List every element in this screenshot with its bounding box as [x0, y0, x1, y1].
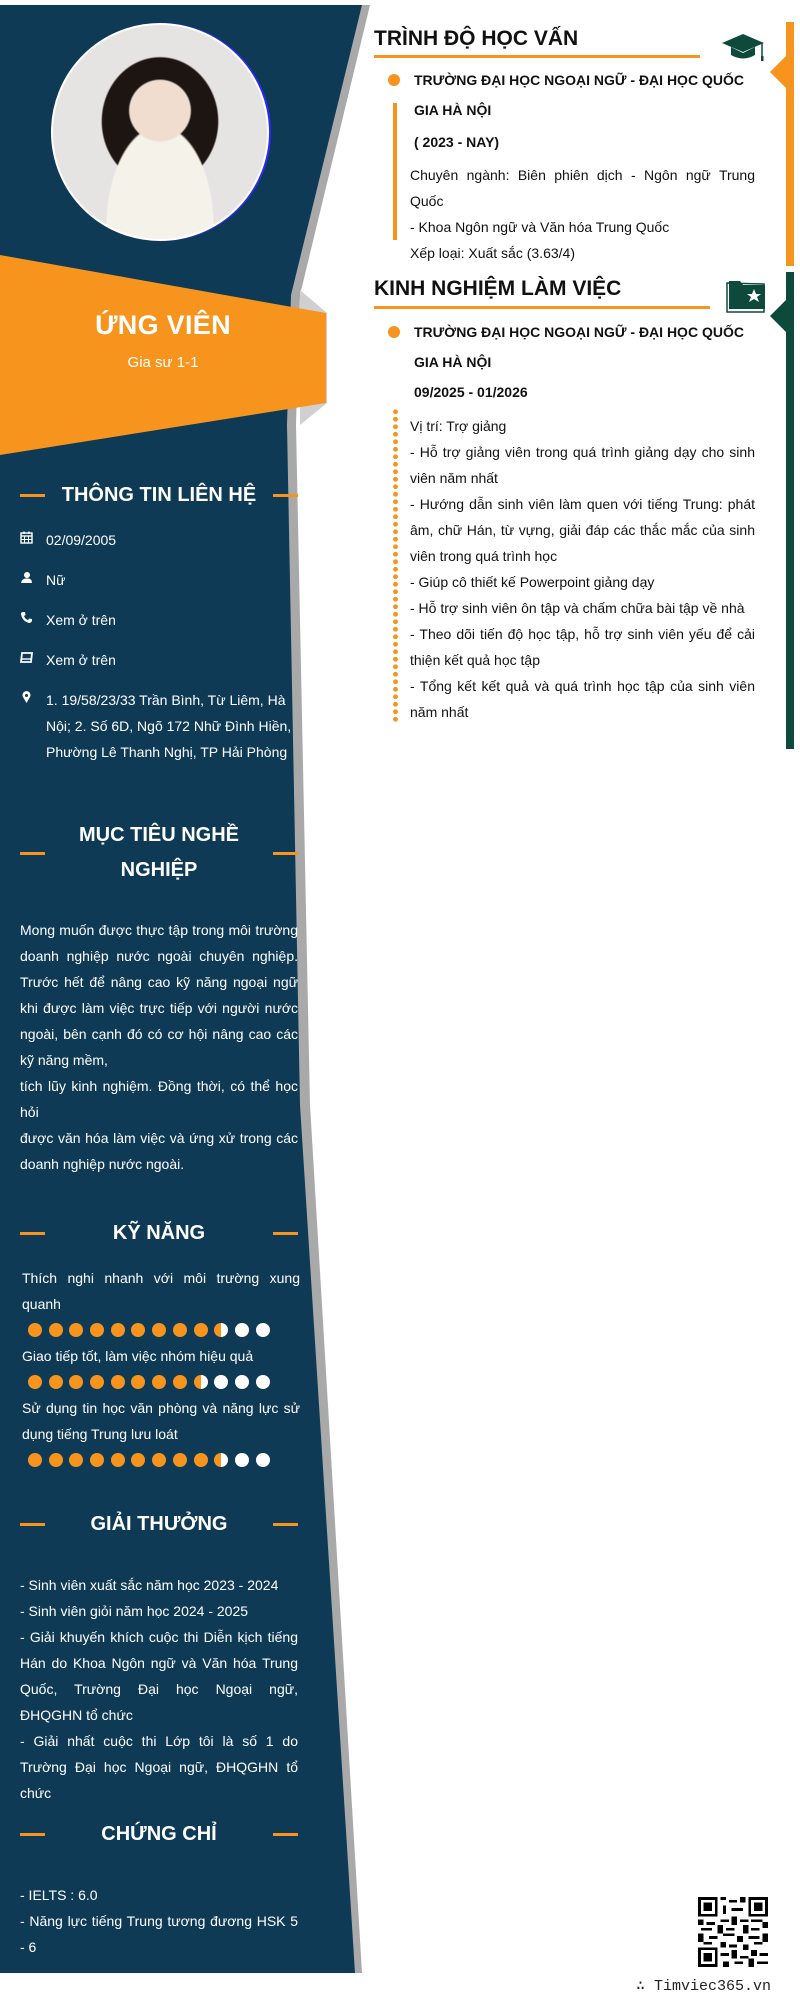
rating-dot-empty: [214, 1375, 228, 1389]
rating-dot-half: [194, 1375, 208, 1389]
award-line: - Giải nhất cuộc thi Lớp tôi là số 1 do Trường Đại học Ngoại ngữ, ĐHQGHN tổ chức: [20, 1733, 298, 1801]
experience-detail-line: - Theo dõi tiến độ học tập, hỗ trợ sinh viên yếu để cải thiện kết quả học tập: [410, 626, 755, 668]
award-line: - Giải khuyến khích cuộc thi Diễn kịch tiếng Hán do Khoa Ngôn ngữ và Văn hóa Trung Quốc, Trường Đại học Ngoại ngữ, ĐHQGHN tổ chức: [20, 1629, 298, 1723]
brand-watermark: ∴ Timviec365.vn: [636, 1978, 772, 1995]
education-detail-line: Chuyên ngành: Biên phiên dịch - Ngôn ngữ Trung Quốc: [410, 167, 755, 209]
experience-accent-arrow: [770, 300, 786, 332]
rating-dot-full: [111, 1323, 125, 1337]
rating-dot-full: [49, 1453, 63, 1467]
rating-dot-full: [90, 1323, 104, 1337]
skill-name: Giao tiếp tốt, làm việc nhóm hiệu quả: [22, 1348, 254, 1364]
rating-dot-half: [214, 1453, 228, 1467]
experience-detail-line: - Tổng kết kết quả và quá trình học tập của sinh viên năm nhất: [410, 678, 755, 720]
address-value: 1. 19/58/23/33 Trần Bình, Từ Liêm, Hà Nội; 2. Số 6D, Ngõ 172 Nhữ Đình Hiền, Phường Lê Thanh Nghị, TP Hải Phòng: [46, 692, 292, 760]
rating-dot-full: [69, 1453, 83, 1467]
rating-dot-full: [69, 1375, 83, 1389]
skill-item: [22, 1265, 300, 1337]
birthdate-value: 02/09/2005: [46, 532, 117, 548]
rating-dot-full: [173, 1453, 187, 1467]
rating-dot-full: [28, 1323, 42, 1337]
education-underline: [374, 55, 700, 58]
rating-dot-full: [111, 1453, 125, 1467]
experience-details: [410, 413, 755, 725]
rating-dot-empty: [235, 1323, 249, 1337]
certificates-text: [20, 1882, 298, 1960]
rating-dot-empty: [235, 1375, 249, 1389]
email-value: Xem ở trên: [46, 652, 116, 668]
contact-address: [20, 687, 300, 765]
title-dash-right: [273, 1833, 298, 1836]
contact-gender: [20, 567, 300, 593]
rating-dot-full: [173, 1323, 187, 1337]
rating-dot-full: [28, 1375, 42, 1389]
education-details: [410, 162, 755, 266]
skills-section-title: [20, 1216, 298, 1251]
experience-title: KINH NGHIỆM LÀM VIỆC: [374, 277, 622, 300]
education-detail-line: Xếp loại: Xuất sắc (3.63/4): [410, 245, 575, 261]
award-line: - Sinh viên giỏi năm học 2024 - 2025: [20, 1603, 249, 1619]
qr-code: [698, 1897, 768, 1967]
objective-line: được văn hóa làm việc và ứng xử trong các doanh nghiệp nước ngoài.: [20, 1130, 298, 1172]
skill-name: Sử dụng tin học văn phòng và năng lực sử dụng tiếng Trung lưu loát: [22, 1400, 300, 1442]
skill-name: Thích nghi nhanh với môi trường xung quanh: [22, 1270, 300, 1312]
education-accent-bar: [786, 22, 794, 266]
education-bullet: [388, 74, 400, 86]
rating-dot-half: [214, 1323, 228, 1337]
experience-detail-line: Vị trí: Trợ giảng: [410, 418, 507, 434]
rating-dot-full: [152, 1323, 166, 1337]
gender-value: Nữ: [46, 572, 66, 588]
rating-dot-empty: [256, 1375, 270, 1389]
title-dash-left: [20, 852, 45, 855]
objective-section-title: [20, 818, 298, 888]
experience-timeline-dots: [393, 408, 398, 724]
rating-dot-full: [131, 1375, 145, 1389]
education-period: ( 2023 - NAY): [414, 134, 500, 150]
contact-section-title: [20, 478, 298, 513]
skill-item: [22, 1395, 300, 1467]
experience-accent-bar: [786, 272, 794, 749]
title-dash-left: [20, 494, 45, 497]
experience-period: 09/2025 - 01/2026: [414, 384, 528, 400]
rating-dot-full: [90, 1375, 104, 1389]
rating-dot-full: [69, 1323, 83, 1337]
candidate-name: ỨNG VIÊN: [95, 310, 231, 340]
skill-rating: [22, 1453, 300, 1467]
certificate-line: - Năng lực tiếng Trung tương đương HSK 5 - 6: [20, 1913, 298, 1955]
job-title: Gia sư 1-1: [127, 354, 199, 371]
phone-value: Xem ở trên: [46, 612, 116, 628]
rating-dot-full: [173, 1375, 187, 1389]
title-dash-left: [20, 1833, 45, 1836]
awards-section-title: [20, 1507, 298, 1542]
education-timeline-line: [393, 103, 397, 240]
calendar-icon: [20, 527, 46, 553]
contact-phone: [20, 607, 300, 633]
experience-bullet: [388, 326, 400, 338]
folder-star-icon: [726, 279, 766, 318]
rating-dot-empty: [256, 1453, 270, 1467]
education-title: TRÌNH ĐỘ HỌC VẤN: [374, 27, 579, 50]
avatar: [51, 23, 269, 241]
experience-company: TRƯỜNG ĐẠI HỌC NGOẠI NGỮ - ĐẠI HỌC QUỐC GIA HÀ NỘI: [414, 324, 744, 370]
contact-list: [20, 527, 300, 779]
awards-title-text: GIẢI THƯỞNG: [90, 1513, 228, 1535]
experience-detail-line: - Giúp cô thiết kế Powerpoint giảng dạy: [410, 574, 655, 590]
title-dash-left: [20, 1232, 45, 1235]
rating-dot-full: [28, 1453, 42, 1467]
rating-dot-full: [49, 1323, 63, 1337]
objective-text: [20, 917, 298, 1177]
certificate-line: - IELTS : 6.0: [20, 1887, 98, 1903]
skills-title-text: KỸ NĂNG: [112, 1222, 206, 1244]
education-detail-line: - Khoa Ngôn ngữ và Văn hóa Trung Quốc: [410, 219, 670, 235]
award-line: - Sinh viên xuất sắc năm học 2023 - 2024: [20, 1577, 279, 1593]
rating-dot-full: [111, 1375, 125, 1389]
graduation-cap-icon: [721, 32, 765, 67]
contact-birthdate: [20, 527, 300, 553]
certificates-section-title: [20, 1817, 298, 1852]
awards-text: [20, 1572, 298, 1806]
objective-line: Mong muốn được thực tập trong môi trường doanh nghiệp nước ngoài chuyên nghiệp. Trước hết để nâng cao kỹ năng ngoại ngữ khi được làm việc trực tiếp với người nước ngoài, bên cạnh đó có cơ hội nâng cao các kỹ năng mềm,: [20, 922, 298, 1068]
skill-item: [22, 1343, 300, 1389]
rating-dot-full: [152, 1375, 166, 1389]
experience-detail-line: - Hỗ trợ sinh viên ôn tập và chấm chữa bài tập về nhà: [410, 600, 745, 616]
experience-detail-line: - Hỗ trợ giảng viên trong quá trình giảng dạy cho sinh viên năm nhất: [410, 444, 755, 486]
title-dash-right: [273, 852, 298, 855]
objective-title-text: MỤC TIÊU NGHỀ NGHIỆP: [79, 824, 239, 881]
email-icon: [20, 647, 46, 673]
map-pin-icon: [20, 687, 46, 713]
contact-title-text: THÔNG TIN LIÊN HỆ: [61, 484, 257, 506]
skill-rating: [22, 1323, 300, 1337]
skills-list: [22, 1265, 300, 1473]
user-icon: [20, 567, 46, 593]
phone-icon: [20, 607, 46, 633]
rating-dot-full: [131, 1453, 145, 1467]
education-accent-arrow: [770, 56, 786, 88]
skill-rating: [22, 1375, 300, 1389]
contact-email: [20, 647, 300, 673]
rating-dot-empty: [235, 1453, 249, 1467]
title-dash-left: [20, 1523, 45, 1526]
certificates-title-text: CHỨNG CHỈ: [101, 1823, 217, 1845]
rating-dot-full: [49, 1375, 63, 1389]
education-school: TRƯỜNG ĐẠI HỌC NGOẠI NGỮ - ĐẠI HỌC QUỐC GIA HÀ NỘI: [414, 72, 744, 118]
experience-detail-line: - Hướng dẫn sinh viên làm quen với tiếng Trung: phát âm, chữ Hán, từ vựng, giải đáp các thắc mắc của sinh viên trong quá trình học: [410, 496, 755, 564]
rating-dot-empty: [256, 1323, 270, 1337]
title-dash-right: [273, 1523, 298, 1526]
title-dash-right: [273, 1232, 298, 1235]
rating-dot-full: [131, 1323, 145, 1337]
rating-dot-full: [194, 1323, 208, 1337]
title-dash-right: [273, 494, 298, 497]
rating-dot-full: [194, 1453, 208, 1467]
rating-dot-full: [90, 1453, 104, 1467]
rating-dot-full: [152, 1453, 166, 1467]
objective-line: tích lũy kinh nghiệm. Đồng thời, có thể học hỏi: [20, 1078, 298, 1120]
experience-underline: [374, 306, 710, 309]
